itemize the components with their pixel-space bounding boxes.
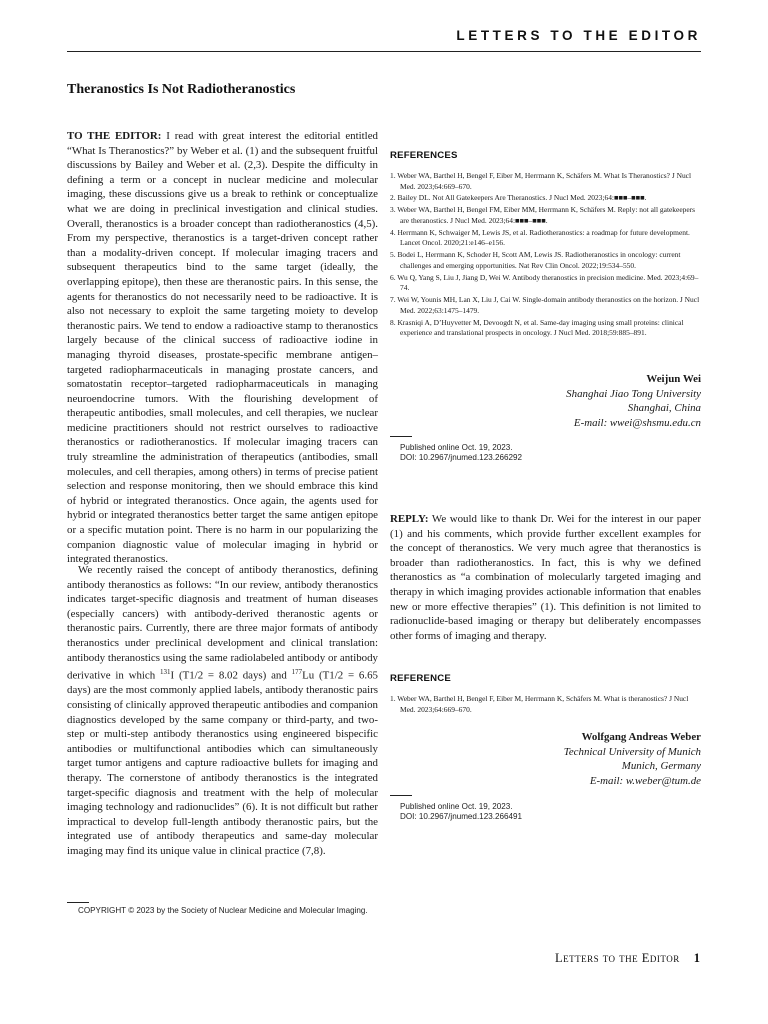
reply-lead: REPLY: — [390, 513, 429, 525]
reply-reference-heading: REFERENCE — [390, 673, 451, 684]
letter-paragraph-2a: We recently raised the concept of antibody theranostics, defining antibody theranostics as follows: “In our review, antibody theranostics indicates target-specific diagnosis and treatment of human diseases (especially cancers) with antibody-derived theranostic agents or theranostic pairs. Currently, there are three major formats of antibody theranostics under preclinical development and clinical translation: antibody theranostics using the same radiolabeled antibody or antibody derivative in which — [67, 564, 378, 682]
doi: DOI: 10.2967/jnumed.123.266491 — [400, 812, 522, 822]
references-list — [390, 171, 701, 339]
author-affiliation: Shanghai Jiao Tong University — [566, 387, 701, 400]
isotope-mass-lutetium: 177 — [291, 668, 303, 677]
reply-reference-section — [390, 673, 701, 716]
reply-author-email: E-mail: w.weber@tum.de — [589, 774, 701, 787]
letter-paragraph-2b: are the most commonly applied labels, antibody theranostic pairs consisting of clinically approved therapeutic antibodies and companion diagnostics developed by the same company or third-party, and two-step or multi-step antibody theranostics using engineered bispecific antibodies or multifunctional antibodies which can simultaneously target tumor antigens and capture radioactive bullets for imaging and therapy. The cornerstone of antibody theranostics is the integrated target-specific diagnosis and treatment with the help of molecular imaging technology and radionuclides” (6). It is not difficult but rather impractical to develop full-length antibody theranostic pairs, but the integrated use of antibody therapeutics and same-day molecular imaging may find its unique value in clinical practice (7,8). — [67, 684, 378, 857]
letter-publication-info — [390, 436, 701, 464]
references-section — [390, 150, 701, 340]
page-footer — [555, 951, 700, 966]
published-date: Published online Oct. 19, 2023. — [400, 443, 513, 452]
reply-references-list — [390, 694, 701, 715]
author-email: E-mail: wwei@shsmu.edu.cn — [573, 416, 701, 429]
reply-text: We would like to thank Dr. Wei for the interest in our paper (1) and his comments, which provide further excellent examples for the concept of theranostics. We very much agree that theranostics is broader than radiotheranostics. In fact, this is why we defined theranostics as “a combination of molecularly targeted imaging and therapy in which imaging provides actionable information that enables new or more effective therapies” (1). This definition is not limited to radionuclide-based imaging or therapy but deliberately encompasses other forms of imaging and therapy. — [390, 513, 701, 642]
reply-paragraph — [390, 512, 701, 643]
header-rule — [67, 51, 701, 52]
author-name: Weijun Wei — [646, 373, 701, 385]
references-heading: REFERENCES — [390, 150, 458, 161]
reference-item: 1. Weber WA, Barthel H, Bengel F, Eiber M, Herrmann K, Schäfers M. What Is Theranostics? J Nucl Med. 2023;64:669–670. — [390, 171, 692, 191]
isotope-joiner: and — [266, 669, 292, 682]
reference-item: 5. Bodei L, Herrmann K, Schoder H, Scott AM, Lewis JS. Radiotheranostics in oncology: current challenges and emerging opportunities. Nat Rev Clin Oncol. 2022;19:534–550. — [390, 250, 681, 270]
reply-publication-info — [390, 795, 701, 823]
reference-item: 7. Wei W, Younis MH, Lan X, Liu J, Cai W. Single-domain antibody theranostics on the horizon. J Nucl Med. 2022;63:1475–1479. — [390, 295, 700, 315]
reference-item: 2. Bailey DL. Not All Gatekeepers Are Theranostics. J Nucl Med. 2023;64:■■■–■■■. — [390, 193, 647, 203]
letter-lead: TO THE EDITOR: — [67, 130, 162, 142]
reference-item: 4. Herrmann K, Schwaiger M, Lewis JS, et al. Radiotheranostics: a roadmap for future development. Lancet Oncol. 2020;21:e146–e156. — [390, 227, 690, 248]
reply-signature — [390, 730, 701, 788]
article-title: Theranostics Is Not Radiotheranostics — [67, 82, 296, 97]
reference-item: 8. Krasniqi A, D’Huyvetter M, Devoogdt N, et al. Same-day imaging using small proteins: clinical experience and translational prospects in oncology. J Nucl Med. 2018;59:885–891. — [390, 317, 684, 338]
author-location: Shanghai, China — [627, 402, 701, 415]
reference-item: 1. Weber WA, Barthel H, Bengel F, Eiber M, Herrmann K, Schäfers M. What is theranostics? J Nucl Med. 2023;64:669–670. — [390, 694, 689, 714]
running-title: Letters to the Editor — [554, 951, 680, 965]
isotope-symbol-lutetium: Lu — [302, 669, 315, 682]
isotope-halflife-lutetium: (T1/2 = 6.65 days) — [67, 669, 378, 697]
section-header: LETTERS TO THE EDITOR — [456, 28, 701, 43]
page-number: 1 — [693, 951, 700, 965]
letter-paragraph-2 — [67, 563, 378, 859]
isotope-halflife-iodine: (T1/2 = 8.02 days) — [178, 669, 267, 682]
pub-rule — [390, 795, 412, 796]
letter-paragraph-1-text: I read with great interest the editorial entitled “What Is Theranostics?” by Weber et al. (1) and the subsequent fruitful discussions by Bailey and Weber et al. (2,3). Despite the difficulty in defining a term or a concept in nuclear medicine and molecular imaging, these discussions give us a break to rethink or conceptualize what we are doing in preclinical investigation and clinical studies. Overall, theranostics is a broader concept than radiotheranostics (4,5). From my perspective, theranostics is a target-driven concept rather than a modality-driven concept. If molecular imaging tracers and subsequent therapeutics bind to the same target (ideally, the overlapping epitope), then these are theranostic pairs. In this sense, the agents for theranostics do not necessarily need to be radioactive. It is also not necessary to exploit the same targeting moiety to develop theranostic pairs. We tend to endow a radioactive stamp to theranostics largely because of the clinical success of radioactive iodine in managing thyroid diseases, prostate-specific membrane antigen–targeted radiopharmaceuticals in managing prostate cancers, and somatostatin receptor–targeted radiopharmaceuticals in managing neuroendocrine tumors. With the flourishing development of therapeutic antibodies, small molecules, and cell therapies, we nuclear medicine practitioners should not restrict ourselves to radioactive theranostics or radiotheranostics. If molecular imaging tracers can truly streamline the administration of therapeutics (antibodies, small molecules, and cell therapies, among others) in terms of precise patient selection and response monitoring, then we should embrace this kind of hybrid or integrated theranostics. Once again, the agents used for hybrid or integrated theranostics better target the same antigen epitope or a specific mutation point. There is no harm in our popularizing the companion diagnostic value of molecular imaging in hybrid or integrated theranostics. — [67, 130, 378, 566]
isotope-mass-iodine: 131 — [160, 668, 171, 677]
reply-author-location: Munich, Germany — [621, 760, 701, 773]
published-date: Published online Oct. 19, 2023. — [400, 802, 513, 811]
letter-signature — [390, 372, 701, 430]
reference-item: 3. Weber WA, Barthel H, Bengel FM, Eiber MM, Herrmann K, Schäfers M. Reply: not all gatekeepers are theranostics. J Nucl Med. 2023;64:■■■–■■■. — [390, 205, 696, 225]
pub-rule — [390, 436, 412, 437]
doi: DOI: 10.2967/jnumed.123.266292 — [400, 453, 522, 463]
reference-item: 6. Wu Q, Yang S, Liu J, Jiang D, Wei W. Antibody theranostics in precision medicine. Med. 2023;4:69–74. — [390, 272, 699, 293]
copyright-rule — [67, 902, 89, 903]
reply-author-name: Wolfgang Andreas Weber — [581, 731, 701, 743]
isotope-symbol-iodine: I — [170, 669, 175, 682]
reply-author-affiliation: Technical University of Munich — [563, 745, 701, 758]
letter-paragraph-1 — [67, 129, 378, 567]
copyright-notice: COPYRIGHT © 2023 by the Society of Nuclear Medicine and Molecular Imaging. — [78, 906, 368, 915]
